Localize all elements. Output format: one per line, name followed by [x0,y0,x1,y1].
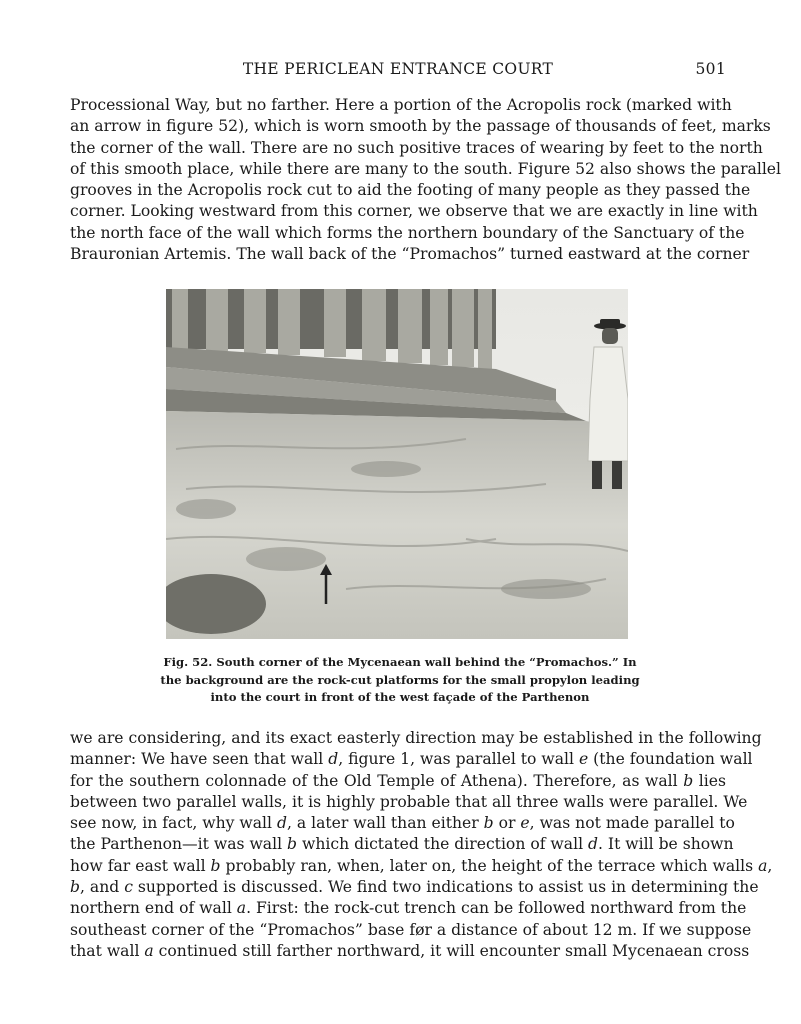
text-line: Processional Way, but no farther. Here a portion of the Acropolis rock (marked with [70,96,732,114]
photo-parthenon-rock [166,289,628,639]
text-line: b, and c supported is discussed. We find two indications to assist us in determining the [70,878,759,897]
text-line: of this smooth place, while there are many to the south. Figure 52 also shows the parallel [70,159,782,178]
italic-variable: a [758,856,768,875]
text-line: see now, in fact, why wall d, a later wall than either b or e, was not made parallel to [70,814,735,833]
text-line: southeast corner of the “Promachos” base før a distance of about 12 m. If we suppose [70,920,752,939]
italic-variable: a [144,941,154,960]
text-line: northern end of wall a. First: the rock-cut trench can be followed northward from the [70,899,747,918]
running-head: THE PERICLEAN ENTRANCE COURT [242,60,554,78]
text-line: that wall a continued still farther northward, it will encounter small Mycenaean cross [70,941,750,960]
text-line: between two parallel walls, it is highly probable that all three walls were parallel. We [70,792,748,811]
italic-variable: b [287,835,298,854]
text-line: we are considering, and its exact easterly direction may be established in the following [70,729,762,747]
text-line: the Parthenon—it was wall b which dictated the direction of wall d. It will be shown [70,835,734,854]
text-line: the corner of the wall. There are no such positive traces of wearing by feet to the north [70,138,763,157]
italic-variable: d [276,814,287,833]
italic-variable: e [578,750,589,769]
text-line: an arrow in figure 52), which is worn smooth by the passage of thousands of feet, marks [70,117,771,136]
italic-variable: d [328,750,339,769]
text-line: Brauronian Artemis. The wall back of the “Promachos” turned eastward at the corner [70,245,750,264]
italic-variable: a [236,899,247,918]
text-line: for the southern colonnade of the Old Temple of Athena). Therefore, as wall b lies [70,771,727,790]
figure-caption [150,654,650,707]
figure-photograph [166,289,628,639]
page-header [70,60,726,82]
italic-variable: b [483,814,494,833]
text-line: the north face of the wall which forms the northern boundary of the Sanctuary of the [70,223,745,242]
italic-variable: b [210,856,221,875]
paragraph-bottom [70,728,773,962]
page-number: 501 [695,60,726,78]
italic-variable: b [70,878,80,897]
italic-variable: c [124,878,133,897]
italic-variable: b [683,771,694,790]
italic-variable: e [520,814,530,833]
text-line: grooves in the Acropolis rock cut to aid the footing of many people as they passed the [70,181,751,200]
caption-line: the background are the rock-cut platforms for the small propylon leading [160,672,640,687]
text-line: manner: We have seen that wall d, figure 1, was parallel to wall e (the foundation wall [70,750,753,769]
caption-line: into the court in front of the west façade of the Parthenon [210,690,590,704]
text-line: how far east wall b probably ran, when, later on, the height of the terrace which walls a, [70,856,773,875]
italic-variable: d [588,835,598,854]
paragraph-top [70,95,782,265]
text-line: corner. Looking westward from this corner, we observe that we are exactly in line with [70,202,758,221]
caption-line: Fig. 52. South corner of the Mycenaean wall behind the “Promachos.” In [163,655,637,669]
